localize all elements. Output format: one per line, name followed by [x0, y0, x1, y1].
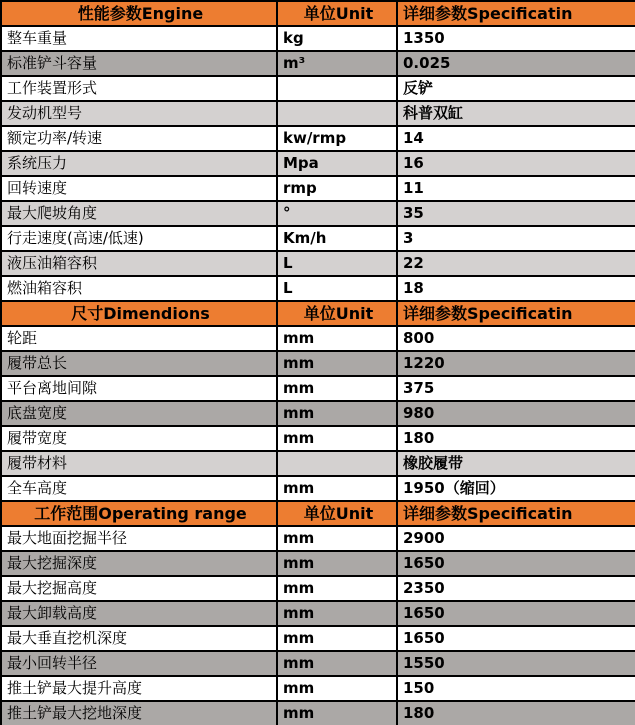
cell-unit: mm [277, 476, 397, 501]
cell-unit: Km/h [277, 226, 397, 251]
cell-param: 最大垂直挖机深度 [1, 626, 277, 651]
cell-param: 最大卸载高度 [1, 601, 277, 626]
cell-unit: mm [277, 701, 397, 725]
section-header-spec: 详细参数Specificatin [397, 501, 635, 526]
table-row [1, 601, 635, 626]
cell-param: 轮距 [1, 326, 277, 351]
section-header-param: 尺寸Dimendions [1, 301, 277, 326]
cell-unit: Mpa [277, 151, 397, 176]
cell-param: 推土铲最大提升高度 [1, 676, 277, 701]
cell-unit [277, 76, 397, 101]
section-header-row [1, 301, 635, 326]
table-row [1, 76, 635, 101]
cell-spec: 1650 [397, 601, 635, 626]
cell-spec: 1220 [397, 351, 635, 376]
section-header-row [1, 1, 635, 26]
cell-unit: mm [277, 376, 397, 401]
cell-unit: mm [277, 351, 397, 376]
cell-unit: L [277, 276, 397, 301]
cell-spec: 1550 [397, 651, 635, 676]
cell-spec: 14 [397, 126, 635, 151]
cell-unit: mm [277, 401, 397, 426]
cell-unit: rmp [277, 176, 397, 201]
cell-param: 发动机型号 [1, 101, 277, 126]
table-row [1, 376, 635, 401]
cell-param: 整车重量 [1, 26, 277, 51]
table-row [1, 676, 635, 701]
table-row [1, 476, 635, 501]
table-row [1, 351, 635, 376]
table-row [1, 126, 635, 151]
cell-unit: mm [277, 601, 397, 626]
cell-spec: 1650 [397, 626, 635, 651]
table-row [1, 251, 635, 276]
cell-unit [277, 451, 397, 476]
cell-spec: 180 [397, 701, 635, 725]
cell-spec: 0.025 [397, 51, 635, 76]
cell-unit: mm [277, 426, 397, 451]
cell-unit: mm [277, 326, 397, 351]
section-header-unit: 单位Unit [277, 501, 397, 526]
table-row [1, 101, 635, 126]
cell-param: 全车高度 [1, 476, 277, 501]
section-header-unit: 单位Unit [277, 1, 397, 26]
cell-param: 最小回转半径 [1, 651, 277, 676]
cell-spec: 18 [397, 276, 635, 301]
table-row [1, 51, 635, 76]
cell-spec: 2900 [397, 526, 635, 551]
cell-spec: 800 [397, 326, 635, 351]
cell-unit: mm [277, 676, 397, 701]
cell-spec: 22 [397, 251, 635, 276]
cell-param: 行走速度(高速/低速) [1, 226, 277, 251]
table-row [1, 526, 635, 551]
section-header-spec: 详细参数Specificatin [397, 301, 635, 326]
cell-spec: 16 [397, 151, 635, 176]
table-row [1, 176, 635, 201]
cell-unit: L [277, 251, 397, 276]
table-row [1, 651, 635, 676]
cell-unit: kw/rmp [277, 126, 397, 151]
cell-spec: 1650 [397, 551, 635, 576]
cell-unit: mm [277, 526, 397, 551]
cell-param: 底盘宽度 [1, 401, 277, 426]
table-row [1, 151, 635, 176]
cell-param: 标准铲斗容量 [1, 51, 277, 76]
cell-param: 履带宽度 [1, 426, 277, 451]
cell-unit: ° [277, 201, 397, 226]
cell-param: 履带材料 [1, 451, 277, 476]
spec-table-body [1, 1, 635, 725]
cell-unit: mm [277, 651, 397, 676]
cell-unit: kg [277, 26, 397, 51]
cell-param: 最大挖掘深度 [1, 551, 277, 576]
cell-param: 推土铲最大挖地深度 [1, 701, 277, 725]
cell-unit: m³ [277, 51, 397, 76]
section-header-row [1, 501, 635, 526]
cell-spec: 375 [397, 376, 635, 401]
cell-param: 额定功率/转速 [1, 126, 277, 151]
cell-param: 液压油箱容积 [1, 251, 277, 276]
cell-spec: 反铲 [397, 76, 635, 101]
section-header-param: 工作范围Operating range [1, 501, 277, 526]
cell-unit [277, 101, 397, 126]
cell-spec: 3 [397, 226, 635, 251]
cell-spec: 科普双缸 [397, 101, 635, 126]
table-row [1, 626, 635, 651]
cell-param: 最大挖掘高度 [1, 576, 277, 601]
table-row [1, 401, 635, 426]
cell-spec: 980 [397, 401, 635, 426]
section-header-param: 性能参数Engine [1, 1, 277, 26]
cell-unit: mm [277, 626, 397, 651]
cell-unit: mm [277, 576, 397, 601]
table-row [1, 551, 635, 576]
cell-spec: 2350 [397, 576, 635, 601]
table-row [1, 451, 635, 476]
cell-param: 回转速度 [1, 176, 277, 201]
cell-param: 系统压力 [1, 151, 277, 176]
cell-unit: mm [277, 551, 397, 576]
cell-spec: 橡胶履带 [397, 451, 635, 476]
section-header-spec: 详细参数Specificatin [397, 1, 635, 26]
table-row [1, 276, 635, 301]
cell-spec: 1350 [397, 26, 635, 51]
table-row [1, 701, 635, 725]
table-row [1, 326, 635, 351]
cell-param: 最大地面挖掘半径 [1, 526, 277, 551]
table-row [1, 426, 635, 451]
cell-param: 平台离地间隙 [1, 376, 277, 401]
cell-param: 最大爬坡角度 [1, 201, 277, 226]
cell-spec: 180 [397, 426, 635, 451]
cell-spec: 150 [397, 676, 635, 701]
cell-spec: 35 [397, 201, 635, 226]
cell-spec: 1950（缩回） [397, 476, 635, 501]
cell-spec: 11 [397, 176, 635, 201]
table-row [1, 201, 635, 226]
cell-param: 燃油箱容积 [1, 276, 277, 301]
table-row [1, 26, 635, 51]
cell-param: 履带总长 [1, 351, 277, 376]
table-row [1, 226, 635, 251]
cell-param: 工作装置形式 [1, 76, 277, 101]
table-row [1, 576, 635, 601]
section-header-unit: 单位Unit [277, 301, 397, 326]
